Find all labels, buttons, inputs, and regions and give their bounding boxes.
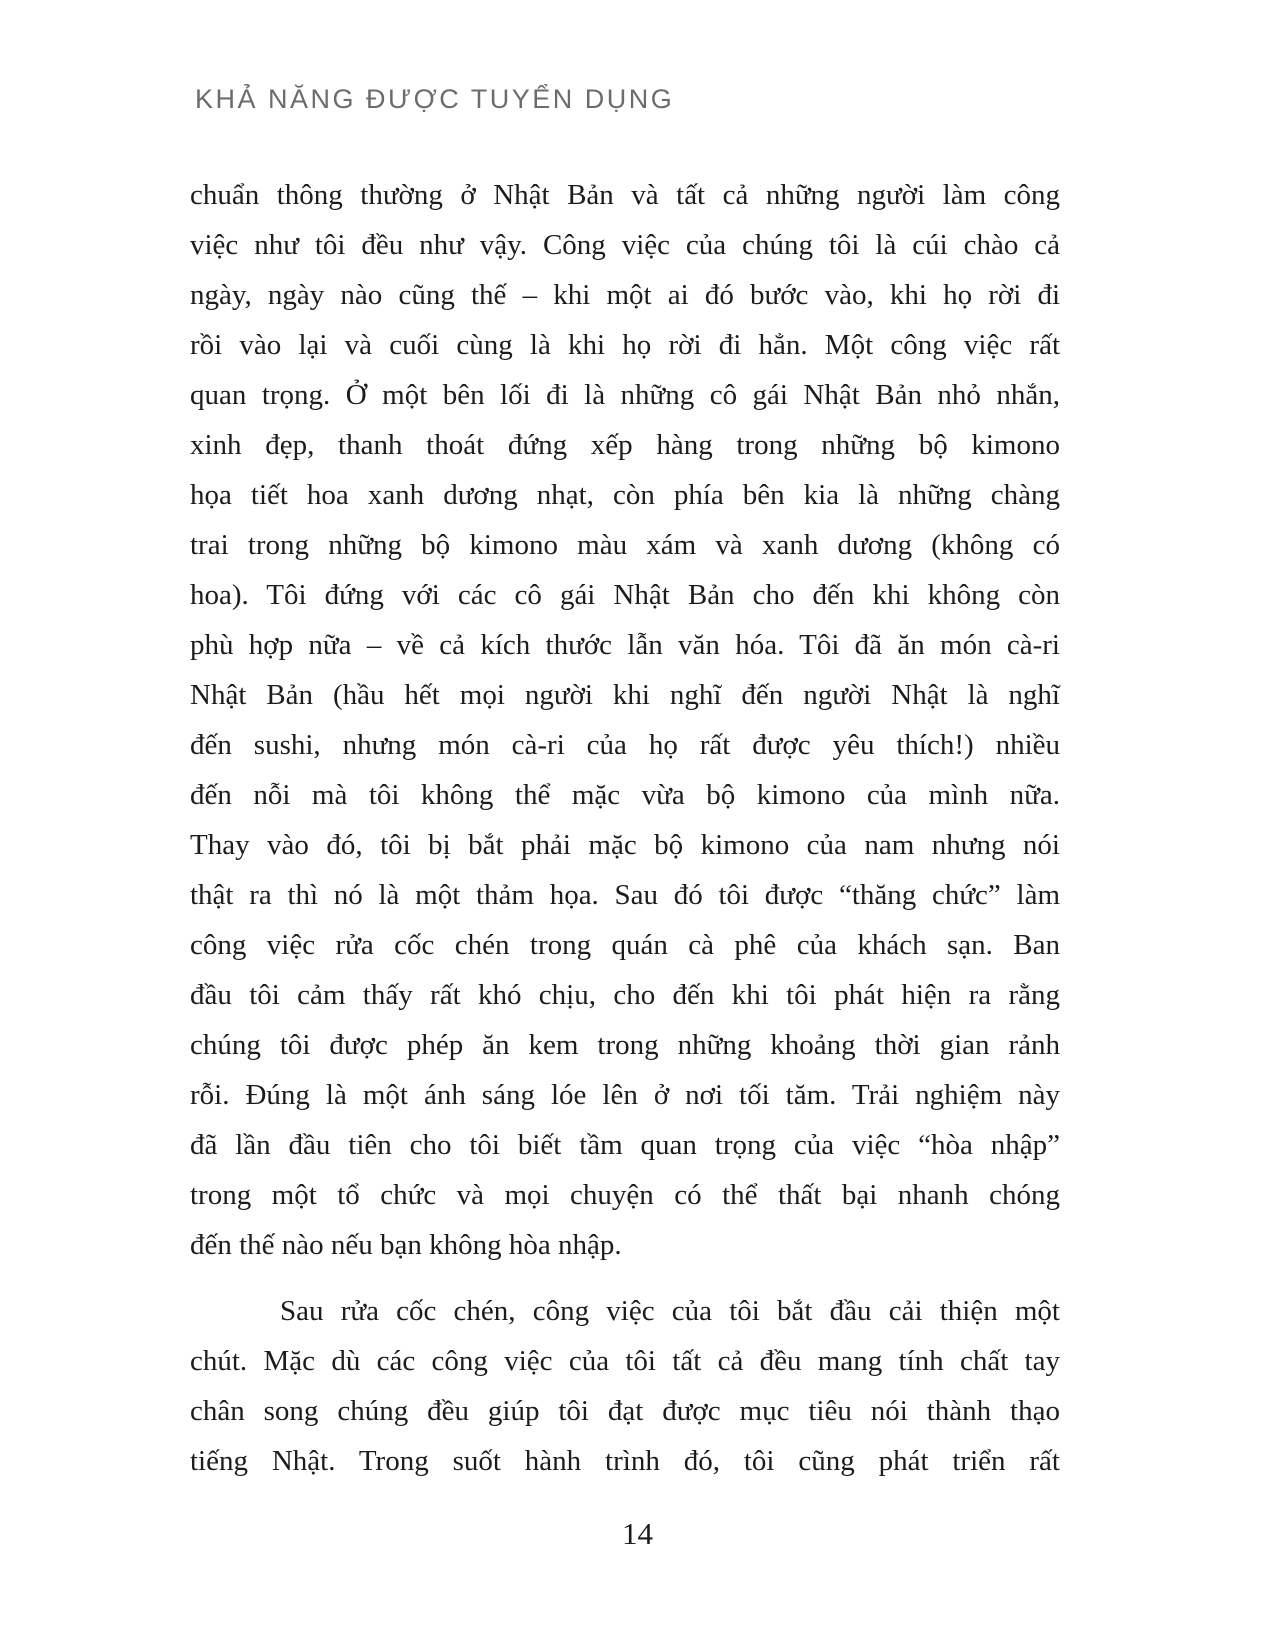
text-line: phù hợp nữa – về cả kích thước lẫn văn hóa. Tôi đã ăn món cà-ri — [190, 629, 1060, 661]
paragraph-2 — [190, 1286, 1060, 1486]
text-line: xinh đẹp, thanh thoát đứng xếp hàng trong những bộ kimono — [190, 429, 1060, 461]
text-line: ngày, ngày nào cũng thế – khi một ai đó bước vào, khi họ rời đi — [190, 279, 1060, 311]
text-line: Sau rửa cốc chén, công việc của tôi bắt đầu cải thiện một — [280, 1295, 1060, 1327]
text-line: họa tiết hoa xanh dương nhạt, còn phía bên kia là những chàng — [190, 479, 1060, 511]
text-line: tiếng Nhật. Trong suốt hành trình đó, tôi cũng phát triển rất — [190, 1445, 1060, 1477]
text-line: Nhật Bản (hầu hết mọi người khi nghĩ đến người Nhật là nghĩ — [190, 679, 1060, 711]
text-line: hoa). Tôi đứng với các cô gái Nhật Bản cho đến khi không còn — [190, 579, 1060, 611]
text-line: chút. Mặc dù các công việc của tôi tất cả đều mang tính chất tay — [190, 1345, 1060, 1377]
text-line: trong một tổ chức và mọi chuyện có thể thất bại nhanh chóng — [190, 1179, 1060, 1211]
text-line: đến sushi, nhưng món cà-ri của họ rất được yêu thích!) nhiều — [190, 729, 1060, 761]
text-line: quan trọng. Ở một bên lối đi là những cô gái Nhật Bản nhỏ nhắn, — [190, 379, 1060, 411]
text-line: chuẩn thông thường ở Nhật Bản và tất cả những người làm công — [190, 179, 1060, 211]
text-line: thật ra thì nó là một thảm họa. Sau đó tôi được “thăng chức” làm — [190, 879, 1060, 911]
text-line: đến thế nào nếu bạn không hòa nhập. — [190, 1229, 622, 1261]
text-line: việc như tôi đều như vậy. Công việc của chúng tôi là cúi chào cả — [190, 229, 1060, 261]
text-line: công việc rửa cốc chén trong quán cà phê của khách sạn. Ban — [190, 929, 1060, 961]
text-line: chúng tôi được phép ăn kem trong những khoảng thời gian rảnh — [190, 1029, 1060, 1061]
paragraph-1 — [190, 170, 1060, 1270]
body-text — [190, 170, 1060, 1486]
text-line: rỗi. Đúng là một ánh sáng lóe lên ở nơi tối tăm. Trải nghiệm này — [190, 1079, 1060, 1111]
text-line: đầu tôi cảm thấy rất khó chịu, cho đến khi tôi phát hiện ra rằng — [190, 979, 1060, 1011]
text-line: rồi vào lại và cuối cùng là khi họ rời đi hẳn. Một công việc rất — [190, 329, 1060, 361]
text-line: trai trong những bộ kimono màu xám và xanh dương (không có — [190, 529, 1060, 561]
page-number: 14 — [622, 1516, 653, 1551]
text-line: đến nỗi mà tôi không thể mặc vừa bộ kimono của mình nữa. — [190, 779, 1060, 811]
text-line: đã lần đầu tiên cho tôi biết tầm quan trọng của việc “hòa nhập” — [190, 1129, 1060, 1161]
text-line: Thay vào đó, tôi bị bắt phải mặc bộ kimono của nam nhưng nói — [190, 829, 1060, 861]
text-line: chân song chúng đều giúp tôi đạt được mục tiêu nói thành thạo — [190, 1395, 1060, 1427]
running-header: KHẢ NĂNG ĐƯỢC TUYỂN DỤNG — [195, 84, 675, 114]
